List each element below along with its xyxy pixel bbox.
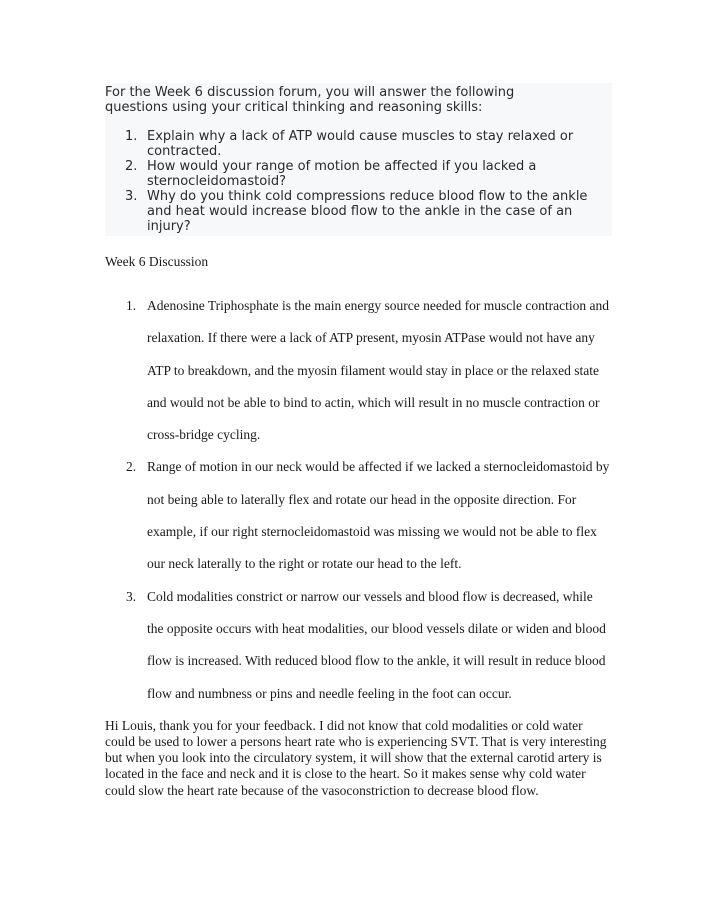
- answer-text: Cold modalities constrict or narrow our vessels and blood flow is decreased, while the opposite occurs with heat modalities, our blood vessels dilate or widen and blood flow is increased. With reduced blood flow to the ankle, it will result in reduce blood flow and numbness or pins and needle feeling in the foot can occur.: [147, 588, 606, 701]
- list-number: 2.: [126, 459, 137, 475]
- answers-list: [105, 290, 612, 710]
- answer-text: Range of motion in our neck would be affected if we lacked a sternocleidomastoid by not being able to laterally flex and rotate our head in the opposite direction. For example, if our right sternocleidomastoid was missing we would not be able to flex our neck laterally to the right or rotate our head to the left.: [147, 459, 610, 572]
- question-text: Explain why a lack of ATP would cause muscles to stay relaxed or contracted.: [147, 129, 574, 159]
- discussion-prompt: [105, 83, 612, 236]
- document-page: [105, 83, 612, 799]
- answer-2: [105, 451, 612, 580]
- reply-paragraph: Hi Louis, thank you for your feedback. I did not know that cold modalities or cold water could be used to lower a persons heart rate who is experiencing SVT. That is very interesting but when you look into the circulatory system, it will show that the external carotid artery is located in the face and neck and it is close to the heart. So it makes sense why cold water could slow the heart rate because of the vasoconstriction to decrease blood flow.: [105, 717, 607, 798]
- prompt-questions: [105, 129, 612, 234]
- list-number: 1.: [125, 129, 138, 144]
- list-number: 2.: [125, 159, 138, 174]
- answer-1: [105, 290, 612, 451]
- prompt-question-1: [105, 129, 612, 159]
- question-text: Why do you think cold compressions reduce blood flow to the ankle and heat would increase blood flow to the ankle in the case of an injury?: [147, 189, 588, 234]
- list-number: 3.: [125, 189, 138, 204]
- prompt-question-2: [105, 159, 612, 189]
- section-title: Week 6 Discussion: [105, 254, 209, 269]
- answer-3: [105, 581, 612, 710]
- prompt-question-3: [105, 189, 612, 234]
- list-number: 1.: [126, 298, 137, 313]
- list-number: 3.: [126, 588, 137, 604]
- question-text: How would your range of motion be affected if you lacked a sternocleidomastoid?: [147, 159, 537, 189]
- answer-text: Adenosine Triphosphate is the main energy source needed for muscle contraction and relaxation. If there were a lack of ATP present, myosin ATPase would not have any ATP to breakdown, and the myosin filament would stay in place or the relaxed state and would not be able to bind to actin, which will result in no muscle contraction or cross-bridge cycling.: [147, 298, 610, 443]
- prompt-intro: For the Week 6 discussion forum, you will answer the following questions using your critical thinking and reasoning skills:: [105, 85, 515, 115]
